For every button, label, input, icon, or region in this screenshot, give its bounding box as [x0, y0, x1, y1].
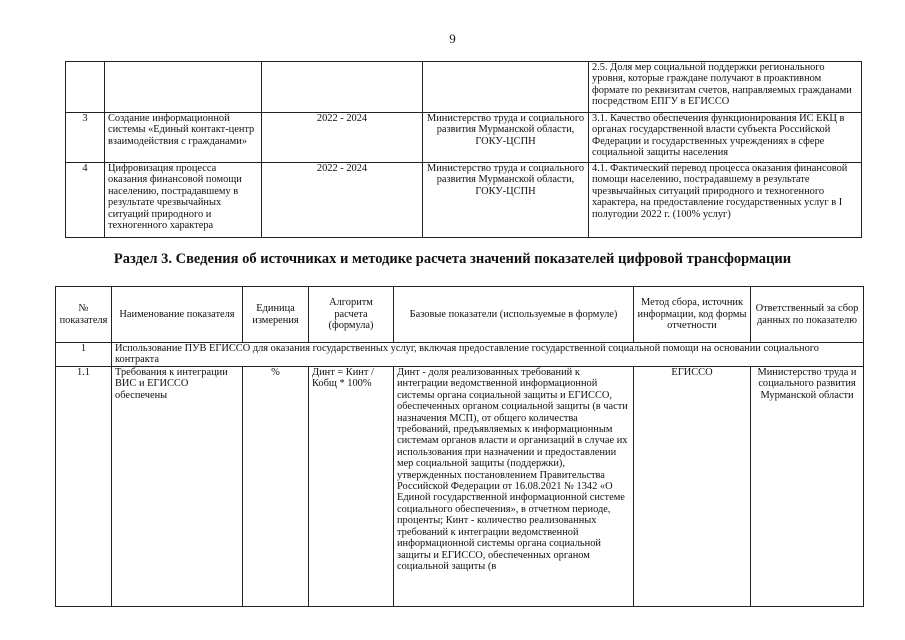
indicator: 2.5. Доля мер социальной поддержки регионального уровня, которые граждане получают в проактивном формате по реквизитам счетов, направляемых гражданами посредством ЕПГУ в ЕГИССО [589, 62, 862, 113]
top-table [65, 61, 862, 238]
group-text: Использование ПУВ ЕГИССО для оказания государственных услуг, включая предоставление государственной социальной помощи на основании социального контракта [112, 343, 864, 367]
group-number: 1 [56, 343, 112, 367]
section-title: Раздел 3. Сведения об источниках и методике расчета значений показателей цифровой трансформации [113, 251, 792, 267]
table-row [66, 113, 862, 163]
indicator-algorithm: Динт = Кинт / Кобщ * 100% [309, 367, 394, 607]
indicator: 3.1. Качество обеспечения функционирования ИС ЕКЦ в органах государственной власти субъекта Российской Федерации и государственных учреждениях в сфере социальной защиты населения [589, 113, 862, 163]
period: 2022 - 2024 [262, 113, 423, 163]
responsible: Министерство труда и социального развития Мурманской области, ГОКУ-ЦСПН [423, 113, 589, 163]
indicator-base: Динт - доля реализованных требований к интеграции ведомственной информационной системы органа социальной защиты и ЕГИССО, обеспеченных органом социальной защиты (в части назначения МСП), от общего количества требований, предъявляемых к информационным системам органов власти и организаций в случае их использования при назначении и предоставлении мер социальной защиты (поддержки), утвержденных постановлением Правительства Российской Федерации от 16.08.2021 № 1342 «О Единой государственной информационной системе социального обеспечения», в отчетном периоде, проценты; Кинт - количество реализованных требований к интеграции ведомственной информационной системы органа социальной защиты и ЕГИССО, обеспеченных органом социальной защиты (в [394, 367, 634, 607]
table-row [66, 62, 862, 113]
indicator-unit: % [243, 367, 309, 607]
table-row [56, 367, 864, 607]
header-num: № показателя [56, 287, 112, 343]
indicator-name: Требования к интеграции ВИС и ЕГИССО обеспечены [112, 367, 243, 607]
activity-name: Создание информационной системы «Единый контакт-центр взаимодействия с гражданами» [105, 113, 262, 163]
period [262, 62, 423, 113]
indicators-table [55, 286, 864, 607]
header-algorithm: Алгоритм расчета (формула) [309, 287, 394, 343]
row-number [66, 62, 105, 113]
header-name: Наименование показателя [112, 287, 243, 343]
page-number: 9 [449, 31, 456, 46]
group-row [56, 343, 864, 367]
row-number: 3 [66, 113, 105, 163]
responsible: Министерство труда и социального развития Мурманской области, ГОКУ-ЦСПН [423, 163, 589, 238]
header-responsible: Ответственный за сбор данных по показателю [751, 287, 864, 343]
header-base: Базовые показатели (используемые в формуле) [394, 287, 634, 343]
indicator: 4.1. Фактический перевод процесса оказания финансовой помощи населению, пострадавшему в результате чрезвычайных ситуаций природного и техногенного характера, на предоставление государственных услуг в I полугодии 2022 г. (100% услуг) [589, 163, 862, 238]
header-method: Метод сбора, источник информации, код формы отчетности [634, 287, 751, 343]
header-unit: Единица измерения [243, 287, 309, 343]
period: 2022 - 2024 [262, 163, 423, 238]
activity-name: Цифровизация процесса оказания финансовой помощи населению, пострадавшему в результате чрезвычайных ситуаций природного и техногенного характера [105, 163, 262, 238]
indicator-number: 1.1 [56, 367, 112, 607]
row-number: 4 [66, 163, 105, 238]
indicator-method: ЕГИССО [634, 367, 751, 607]
table-header-row [56, 287, 864, 343]
activity-name [105, 62, 262, 113]
indicator-responsible: Министерство труда и социального развития Мурманской области [751, 367, 864, 607]
table-row [66, 163, 862, 238]
responsible [423, 62, 589, 113]
